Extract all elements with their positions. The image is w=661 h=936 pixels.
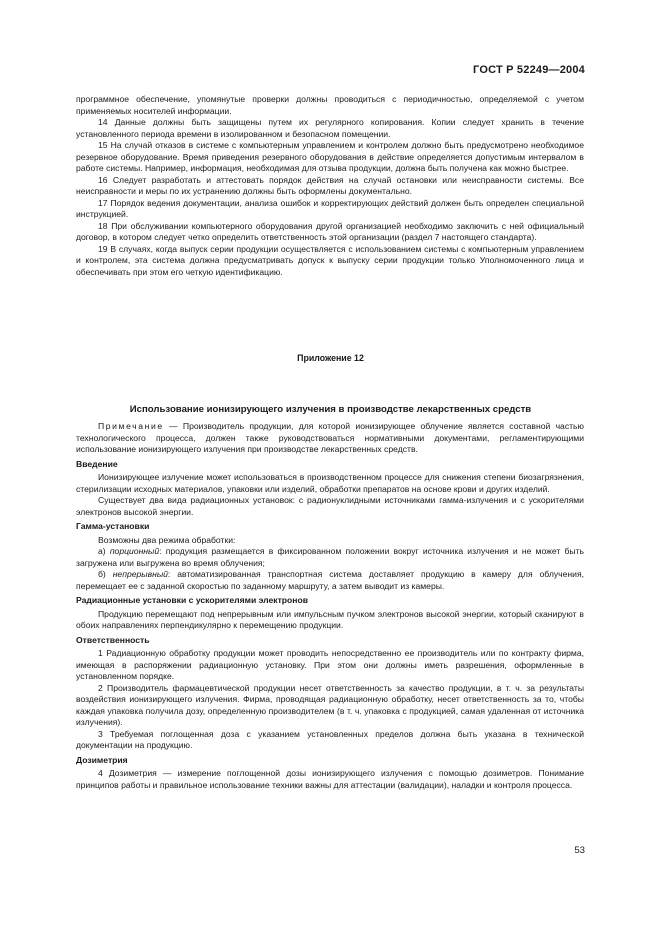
paragraph-14: 14 Данные должны быть защищены путем их регулярного копирования. Копии следует хранить в течение установленного периода времени в изолированном и безопасном помещении. [76,117,584,139]
paragraph-16: 16 Следует разработать и аттестовать порядок действия на случай остановки или неисправности системы. Все неисправности и меры по их устранению должны быть оформлены документально. [76,174,584,196]
dosimetry-paragraph-1: 4 Дозиметрия — измерение поглощенной дозы ионизирующего излучения с помощью дозиметров. Понимание принципов работы и правильное использование техники важны для аттестации (валидации), наладки и контроля процесса. [76,768,584,790]
gamma-paragraph-1: Возможны два режима обработки: [98,534,236,545]
gamma-item-b-term: непрерывный [112,569,168,579]
document-code: ГОСТ Р 52249—2004 [473,64,585,76]
gamma-item-a-text: : продукция размещается в фиксированном положении вокруг источника излучения и не может быть загружена или выгружена во время облучения; [76,546,584,568]
gamma-item-a [76,546,584,569]
heading-responsibility-text: Ответственность [76,634,150,645]
heading-intro-text: Введение [76,458,118,469]
intro-paragraph-2: Существует два вида радиационных установок: с радионуклидными источниками гамма-излучения и с ускорителями электронов высокой энергии. [76,495,584,517]
intro-paragraph-1: Ионизирующее излучение может использоваться в производственном процессе для снижения степени биозагрязнения, стерилизации исходных материалов, упаковки или изделий, обработки препаратов на основе крови и других изделий. [76,472,584,494]
accelerators-paragraph-1: Продукцию перемещают под непрерывным или импульсным пучком электронов высокой энергии, который сканируют в обоих направлениях перпендикулярно к перемещению продукции. [76,608,584,630]
paragraph-18: 18 При обслуживании компьютерного оборудования другой организацией необходимо заключить с ней официальный договор, в котором следует четко определить ответственность этой организации (раздел 7 настоящего стандарта). [76,220,584,242]
note-label: Примечание [98,421,164,431]
paragraph-19: 19 В случаях, когда выпуск серии продукции осуществляется с использованием системы с компьютерным управлением и контролем, эта система должна предусматривать допуск к выпуску серии продукции только Уполномоченного лица и обеспечивать при этом его четкую идентификацию. [76,243,584,277]
gamma-item-a-term: порционный [109,546,160,556]
responsibility-paragraph-3: 3 Требуемая поглощенная доза с указанием установленных пределов должна быть указана в технической документации на продукцию. [76,728,584,750]
paragraph-13-cont: программное обеспечение, упомянутые проверки должны проводиться с периодичностью, определяемой с учетом применяемых носителей информации. [76,94,584,116]
gamma-item-b-text: : автоматизированная транспортная система доставляет продукцию в камеру для облучения, перемещает ее с заданной скоростью по заданному маршруту, а затем выводит из камеры. [76,569,584,591]
heading-dosimetry-text: Дозиметрия [76,754,128,765]
gamma-item-b [76,569,584,592]
appendix-title: Использование ионизирующего излучения в производстве лекарственных средств [129,404,532,415]
top-text-block [76,94,584,278]
heading-accelerators-text: Радиационные установки с ускорителями электронов [76,595,309,605]
heading-gamma-text: Гамма-установки [76,521,150,531]
heading-dosimetry [76,755,584,767]
responsibility-paragraph-1: 1 Радиационную обработку продукции может проводить непосредственно ее производитель или по контракту фирма, имеющая в распоряжении радиационную установку. При этом они должны иметь разрешения, оформленные в установленном порядке. [76,648,584,681]
heading-gamma [76,521,584,533]
heading-responsibility [76,635,584,647]
appendix-body [76,421,584,791]
paragraph-17: 17 Порядок ведения документации, анализа ошибок и корректирующих действий должен быть определен специальной инструкцией. [76,197,584,219]
responsibility-paragraph-2: 2 Производитель фармацевтической продукции несет ответственность за качество продукции, в т. ч. за результаты воздействия ионизирующего излучения. Фирма, проводящая радиационную обработку, несет ответственность за то, чтобы каждая упаковка получила дозу, определенную производителем (в т. ч. упаковка с продукцией, самая удаленная от источника излучения). [76,682,584,727]
heading-accelerators [76,595,584,607]
heading-intro [76,459,584,471]
page-number: 53 [574,845,585,856]
appendix-label: Приложение 12 [297,353,364,363]
paragraph-15: 15 На случай отказов в системе с компьютерным управлением и контролем должно быть предусмотрено необходимое резервное оборудование. Время приведения резервного оборудования в действие определяется допустимым интервалом в работе системы. Например, информация, необходимая для отзыва продукции, должна быть получена как можно быстрее. [76,140,584,173]
gamma-item-b-prefix: б) [98,569,113,579]
gamma-item-a-prefix: а) [98,546,110,556]
note-text: — Производитель продукции, для которой ионизирующее облучение является составной частью технологического процесса, должен также руководствоваться нормативными документами, регламентирующими использование ионизирующего излучения при производстве лекарственных средств. [76,421,584,454]
note-paragraph [76,421,584,456]
